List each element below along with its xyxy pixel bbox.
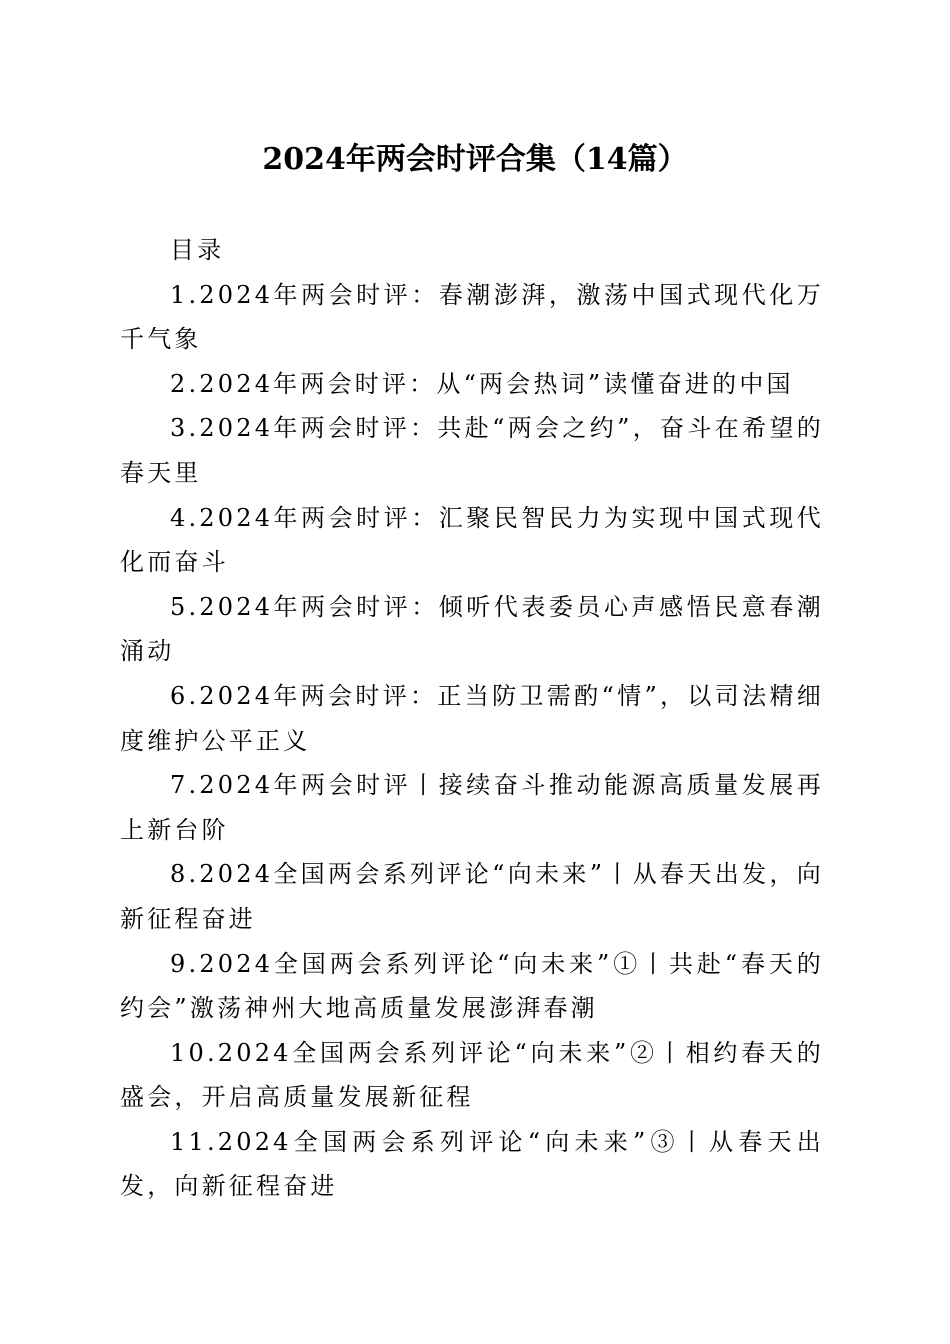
toc-item: 1.2024年两会时评：春潮澎湃，激荡中国式现代化万千气象: [120, 280, 824, 354]
toc-item: 11.2024全国两会系列评论“向未来”③丨从春天出发，向新征程奋进: [120, 1127, 824, 1201]
toc-item: 8.2024全国两会系列评论“向未来”丨从春天出发，向新征程奋进: [120, 860, 824, 933]
table-of-contents: [120, 228, 824, 1209]
toc-item: 4.2024年两会时评：汇聚民智民力为实现中国式现代化而奋斗: [120, 503, 824, 577]
toc-item: 3.2024年两会时评：共赴“两会之约”，奋斗在希望的春天里: [120, 414, 824, 487]
toc-heading: 目录: [170, 236, 225, 264]
toc-item: 9.2024全国两会系列评论“向未来”①丨共赴“春天的约会”激荡神州大地高质量发展澎湃春潮: [120, 949, 824, 1023]
toc-item: 6.2024年两会时评：正当防卫需酌“情”，以司法精细度维护公平正义: [120, 681, 824, 755]
toc-item: 7.2024年两会时评丨接续奋斗推动能源高质量发展再上新台阶: [120, 771, 824, 844]
toc-item: 5.2024年两会时评：倾听代表委员心声感悟民意春潮涌动: [120, 592, 824, 666]
toc-item: 10.2024全国两会系列评论“向未来”②丨相约春天的盛会，开启高质量发展新征程: [120, 1038, 824, 1112]
document-title: 2024年两会时评合集（14篇）: [262, 142, 688, 177]
toc-item: 2.2024年两会时评：从“两会热词”读懂奋进的中国: [170, 369, 794, 398]
